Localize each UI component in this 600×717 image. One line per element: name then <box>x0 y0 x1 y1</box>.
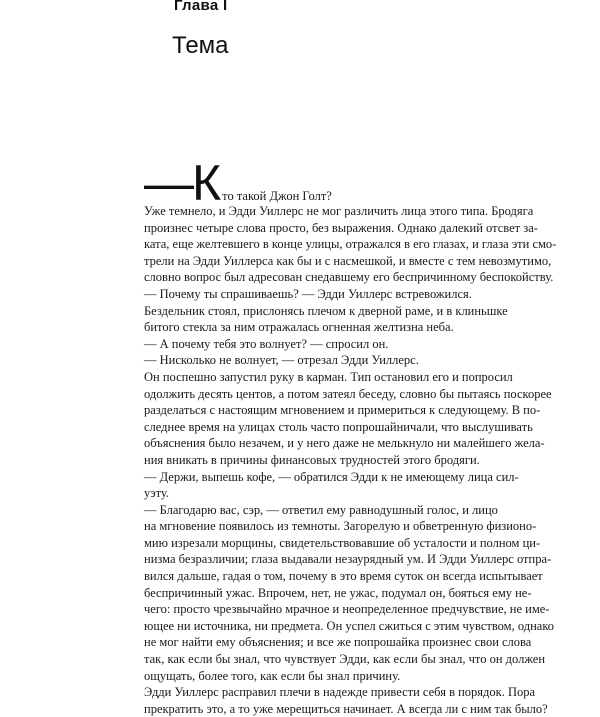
text-line: Он поспешно запустил руку в карман. Тип остановил его и попросил <box>144 369 513 384</box>
text-line: — Нисколько не волнует, — отрезал Эдди Уиллерс. <box>144 353 419 368</box>
text-line: словно вопрос был адресован снедавшему его беспричинному беспокойству. <box>144 270 554 285</box>
chapter-title: Тема <box>172 32 229 59</box>
opening-dash: — <box>144 155 194 211</box>
text-line: уэту. <box>144 486 170 501</box>
text-line: — Почему ты спрашиваешь? — Эдди Уиллерс встревожился. <box>144 286 472 301</box>
text-line: — Держи, выпешь кофе, — обратился Эдди к не имеющему лица сил- <box>144 469 519 484</box>
text-line: мию изрезали морщины, свидетельствовавшие об усталости и полном ци- <box>144 535 541 550</box>
text-line: прекратить это, а то уже мерещиться начинает. А всегда ли с ним так было? <box>144 701 548 716</box>
text-line: объяснения было незачем, и у него даже не мелькнуло ни малейшего жела- <box>144 436 545 451</box>
text-line: беспричинный ужас. Впрочем, нет, не ужас, подумал он, бояться ему не- <box>144 585 532 600</box>
text-line: ощущать, более того, как если бы знал причину. <box>144 668 401 683</box>
text-line: так, как если бы знал, что чувствует Эдди, как если бы знал, что он должен <box>144 652 546 667</box>
text-line: битого стекла за ним отражалась огненная желтизна неба. <box>144 320 454 335</box>
text-line: трели на Эдди Уиллерса как бы и с насмешкой, и вместе с тем невозмутимо, <box>144 253 552 268</box>
text-line: низма безразличии; глаза выдавали незаурядный ум. И Эдди Уиллерс отпра- <box>144 552 552 567</box>
text-line: вился дальше, гадая о том, почему в это время суток он всегда испытывает <box>144 569 543 584</box>
chapter-label: Глава I <box>174 0 228 14</box>
opening-line <box>144 155 332 211</box>
text-line: Эдди Уиллерс расправил плечи в надежде привести себя в порядок. Пора <box>144 685 536 700</box>
text-line: не мог найти ему объяснения; и все же попрошайка произнес свои слова <box>144 635 532 650</box>
text-line: — А почему тебя это волнует? — спросил он. <box>144 336 389 351</box>
text-line: Уже темнело, и Эдди Уиллерс не мог различить лица этого типа. Бродяга <box>144 204 534 218</box>
text-line: на мгновение появилось из темноты. Загорелую и обветренную физионо- <box>144 519 537 534</box>
opening-rest: то такой Джон Голт? <box>222 189 332 203</box>
text-line: разделаться с настоящим мгновением и примериться к следующему. В по- <box>144 403 541 418</box>
text-line: произнес четыре слова просто, без выражения. Однако далекий отсвет за- <box>144 220 538 235</box>
body-text <box>144 203 557 717</box>
text-line: чего: просто чрезвычайно мрачное и неопределенное предчувствие, не име- <box>144 602 550 617</box>
text-line: ющее ни источника, ни предмета. Он успел сжиться с этим чувством, однако <box>144 618 555 633</box>
text-line: ния вникать в причины финансовых трудностей этого бродяги. <box>144 452 480 467</box>
text-line: — Благодарю вас, сэр, — ответил ему равнодушный голос, и лицо <box>144 502 498 517</box>
text-line: следнее время на улицах столь часто попрошайничали, что выслушивать <box>144 419 533 434</box>
text-line: Бездельник стоял, прислонясь плечом к дверной раме, и в клиньшке <box>144 303 508 318</box>
drop-cap: К <box>192 155 222 211</box>
text-line: ката, еще желтевшего в конце улицы, отражался в его глазах, и глаза эти смо- <box>144 237 557 252</box>
text-line: одолжить десять центов, а потом затеял беседу, словно бы пытаясь поскорее <box>144 386 552 401</box>
